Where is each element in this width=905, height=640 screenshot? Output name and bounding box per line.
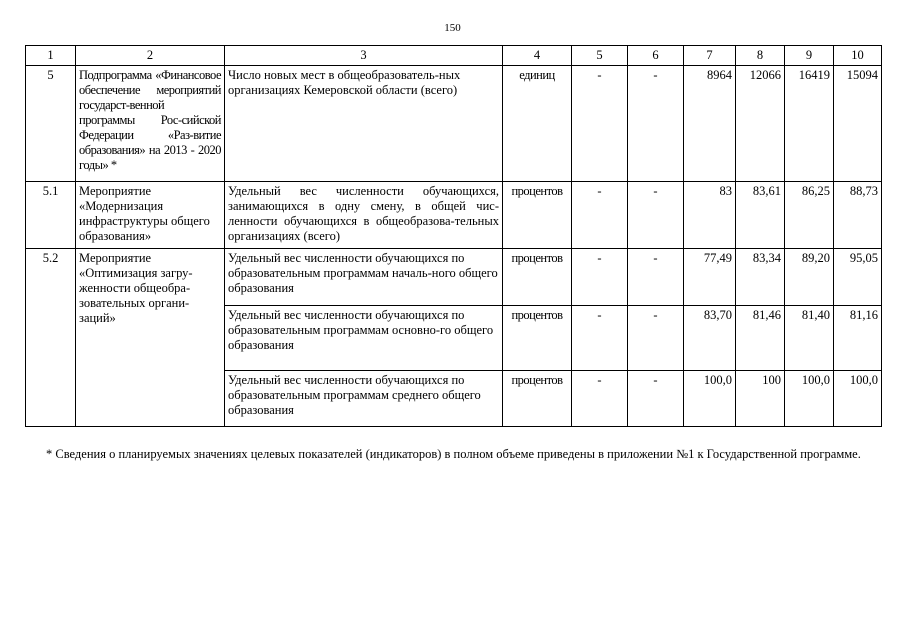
indicator-name: Удельный вес численности обучающихся по образовательным программам основно-го общего образования <box>225 306 503 371</box>
indicator-name: Число новых мест в общеобразователь-ных организациях Кемеровской области (всего) <box>225 66 503 182</box>
unit: процентов <box>503 249 572 306</box>
header-row <box>26 46 882 66</box>
value-cell: - <box>572 306 628 371</box>
header-cell: 1 <box>26 46 76 66</box>
value-cell: 8964 <box>684 66 736 182</box>
value-cell: 81,40 <box>785 306 834 371</box>
program-name: Мероприятие «Модернизация инфраструктуры общего образования» <box>76 182 225 249</box>
unit: процентов <box>503 182 572 249</box>
value-cell: 100,0 <box>834 371 882 427</box>
value-cell: 88,73 <box>834 182 882 249</box>
program-name: Подпрограмма «Финансовое обеспечение мероприятий государст-венной программы Рос-сийской Федерации «Раз-витие образования» на 2013 - 2020 годы» * <box>76 66 225 182</box>
header-cell: 3 <box>225 46 503 66</box>
footnote: * Сведения о планируемых значениях целевых показателей (индикаторов) в полном объеме приведены в приложении №1 к Государственной программе. <box>46 447 861 461</box>
header-cell: 8 <box>736 46 785 66</box>
value-cell: - <box>628 249 684 306</box>
value-cell: - <box>628 182 684 249</box>
value-cell: - <box>628 371 684 427</box>
value-cell: - <box>572 182 628 249</box>
value-cell: 12066 <box>736 66 785 182</box>
value-cell: 100,0 <box>684 371 736 427</box>
value-cell: 83,70 <box>684 306 736 371</box>
value-cell: 86,25 <box>785 182 834 249</box>
value-cell: 89,20 <box>785 249 834 306</box>
value-cell: 16419 <box>785 66 834 182</box>
value-cell: - <box>628 306 684 371</box>
value-cell: 100 <box>736 371 785 427</box>
value-cell: 77,49 <box>684 249 736 306</box>
indicator-name: Удельный вес численности обучающихся по образовательным программам среднего общего образования <box>225 371 503 427</box>
value-cell: 100,0 <box>785 371 834 427</box>
program-name: Мероприятие «Оптимизация загру-женности общеобра-зовательных органи-заций» <box>76 249 225 427</box>
table-row <box>26 66 882 182</box>
value-cell: - <box>572 66 628 182</box>
header-cell: 5 <box>572 46 628 66</box>
value-cell: - <box>572 249 628 306</box>
row-number: 5.2 <box>26 249 76 427</box>
header-cell: 4 <box>503 46 572 66</box>
value-cell: 95,05 <box>834 249 882 306</box>
table-row <box>26 249 882 306</box>
header-cell: 6 <box>628 46 684 66</box>
indicator-name: Удельный вес численности обучающихся, занимающихся в одну смену, в общей чис-ленности обучающихся в общеобразова-тельных организациях (всего) <box>225 182 503 249</box>
value-cell: 83,61 <box>736 182 785 249</box>
value-cell: 83 <box>684 182 736 249</box>
unit: процентов <box>503 371 572 427</box>
value-cell: - <box>572 371 628 427</box>
row-number: 5.1 <box>26 182 76 249</box>
value-cell: 15094 <box>834 66 882 182</box>
row-number: 5 <box>26 66 76 182</box>
header-cell: 2 <box>76 46 225 66</box>
header-cell: 10 <box>834 46 882 66</box>
header-cell: 7 <box>684 46 736 66</box>
value-cell: 83,34 <box>736 249 785 306</box>
indicator-name: Удельный вес численности обучающихся по образовательным программам началь-ного общего образования <box>225 249 503 306</box>
value-cell: 81,46 <box>736 306 785 371</box>
table-row <box>26 182 882 249</box>
indicators-table <box>25 45 882 427</box>
value-cell: 81,16 <box>834 306 882 371</box>
header-cell: 9 <box>785 46 834 66</box>
unit: единиц <box>503 66 572 182</box>
page-number: 150 <box>444 22 461 34</box>
unit: процентов <box>503 306 572 371</box>
value-cell: - <box>628 66 684 182</box>
